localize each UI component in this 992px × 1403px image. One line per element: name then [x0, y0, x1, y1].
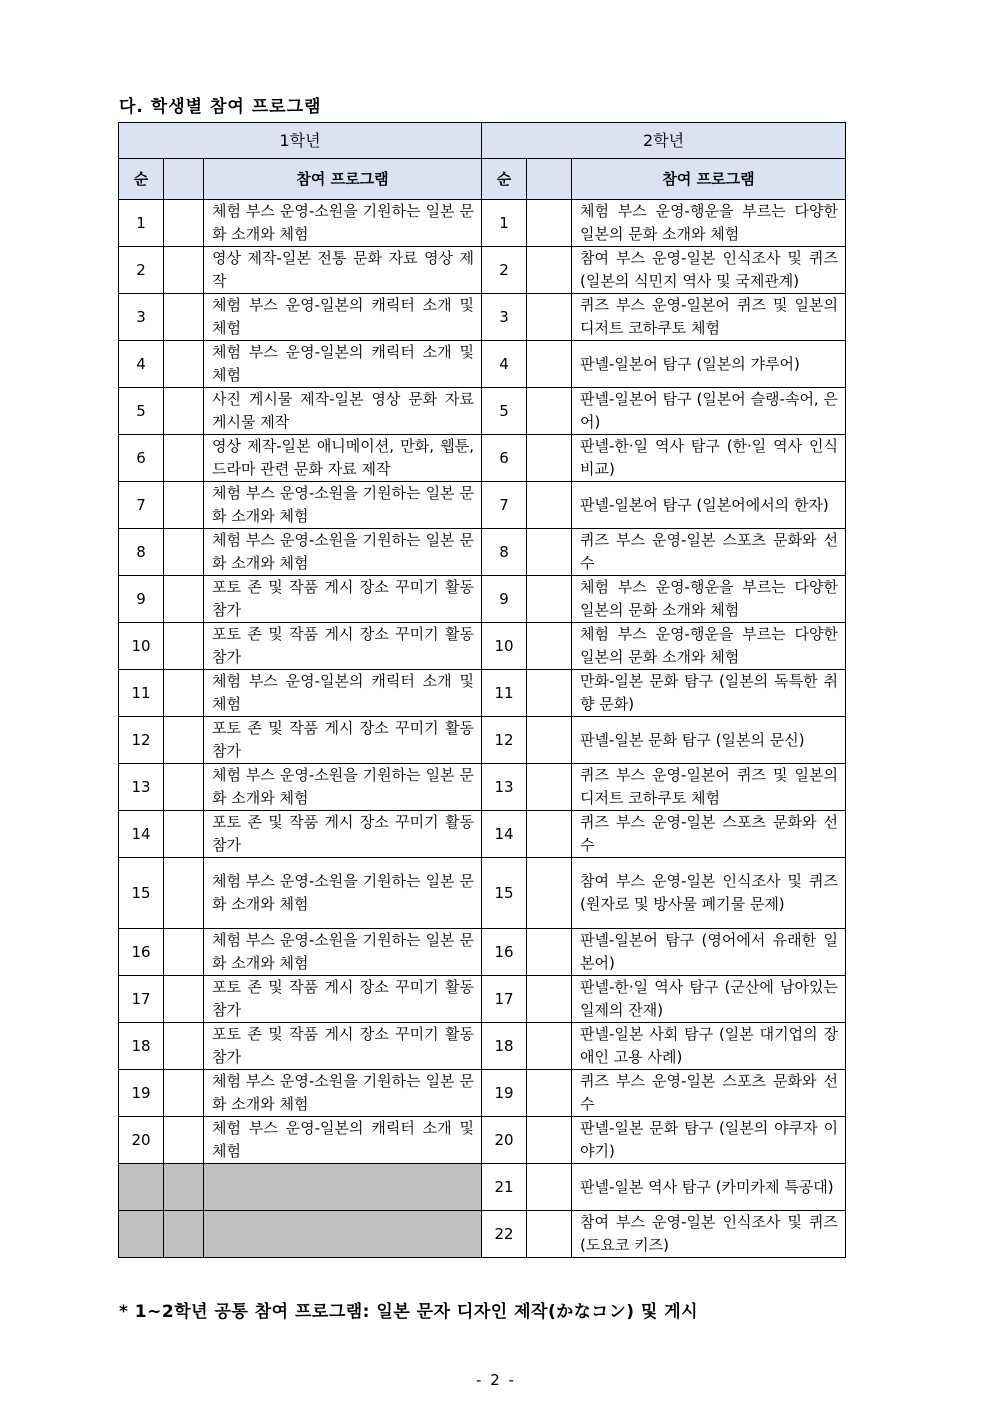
grade-2-program: 체험 부스 운영-행운을 부르는 다양한 일본의 문화 소개와 체험	[572, 200, 846, 247]
program-table	[118, 122, 846, 1258]
grade-2-blank	[527, 388, 572, 435]
table-row	[119, 976, 846, 1023]
grade-1-blank	[164, 388, 204, 435]
grade-2-number: 11	[482, 670, 527, 717]
grade-2-number: 9	[482, 576, 527, 623]
blank-header	[527, 159, 572, 200]
common-program-note: * 1~2학년 공통 참여 프로그램: 일본 문자 디자인 제작(かなコン) 및 게시	[119, 1302, 699, 1322]
grade-1-program: 포토 존 및 작품 게시 장소 꾸미기 활동 참가	[204, 717, 482, 764]
grade-1-blank	[164, 1023, 204, 1070]
grade-2-number: 8	[482, 529, 527, 576]
table-row	[119, 388, 846, 435]
grade-1-number: 10	[119, 623, 164, 670]
grade-1-number: 12	[119, 717, 164, 764]
grade-2-number: 2	[482, 247, 527, 294]
grade-2-program: 판넬-일본어 탐구 (일본의 갸루어)	[572, 341, 846, 388]
grade-2-program: 판넬-일본어 탐구 (일본어에서의 한자)	[572, 482, 846, 529]
grade-2-program: 퀴즈 부스 운영-일본어 퀴즈 및 일본의 디저트 코하쿠토 체험	[572, 764, 846, 811]
grade-1-number: 8	[119, 529, 164, 576]
grade-1-number: 13	[119, 764, 164, 811]
grade-1-blank	[164, 929, 204, 976]
grade-2-number: 14	[482, 811, 527, 858]
grade-2-program: 참여 부스 운영-일본 인식조사 및 퀴즈 (원자로 및 방사물 폐기물 문제)	[572, 858, 846, 929]
grade-2-number: 4	[482, 341, 527, 388]
grade-2-number: 10	[482, 623, 527, 670]
grade-2-program: 판넬-일본어 탐구 (일본어 슬랭-속어, 은어)	[572, 388, 846, 435]
grade-1-number: 6	[119, 435, 164, 482]
grade-1-program: 포토 존 및 작품 게시 장소 꾸미기 활동 참가	[204, 576, 482, 623]
grade-1-blank	[164, 1070, 204, 1117]
grade-2-header: 2학년	[482, 123, 846, 159]
table-row	[119, 717, 846, 764]
grade-1-blank	[164, 576, 204, 623]
table-row	[119, 576, 846, 623]
grade-2-number: 6	[482, 435, 527, 482]
grade-2-number: 22	[482, 1211, 527, 1258]
program-header: 참여 프로그램	[204, 159, 482, 200]
table-row	[119, 1117, 846, 1164]
grade-1-program	[204, 1211, 482, 1258]
grade-1-blank	[164, 1117, 204, 1164]
grade-1-number: 16	[119, 929, 164, 976]
grade-2-program: 판넬-일본 사회 탐구 (일본 대기업의 장애인 고용 사례)	[572, 1023, 846, 1070]
grade-2-blank	[527, 764, 572, 811]
grade-2-number: 12	[482, 717, 527, 764]
grade-1-program: 체험 부스 운영-소원을 기원하는 일본 문화 소개와 체험	[204, 858, 482, 929]
grade-2-blank	[527, 1023, 572, 1070]
grade-1-blank	[164, 529, 204, 576]
grade-1-program: 포토 존 및 작품 게시 장소 꾸미기 활동 참가	[204, 811, 482, 858]
grade-2-number: 20	[482, 1117, 527, 1164]
blank-header	[164, 159, 204, 200]
table-row	[119, 764, 846, 811]
grade-1-program: 사진 게시물 제작-일본 영상 문화 자료 게시물 제작	[204, 388, 482, 435]
grade-2-number: 7	[482, 482, 527, 529]
grade-1-blank	[164, 247, 204, 294]
grade-2-program: 퀴즈 부스 운영-일본 스포츠 문화와 선수	[572, 1070, 846, 1117]
grade-2-number: 16	[482, 929, 527, 976]
grade-1-program: 체험 부스 운영-소원을 기원하는 일본 문화 소개와 체험	[204, 764, 482, 811]
table-row	[119, 811, 846, 858]
grade-header-row	[119, 123, 846, 159]
grade-1-program: 포토 존 및 작품 게시 장소 꾸미기 활동 참가	[204, 1023, 482, 1070]
grade-2-program: 퀴즈 부스 운영-일본 스포츠 문화와 선수	[572, 529, 846, 576]
grade-2-program: 체험 부스 운영-행운을 부르는 다양한 일본의 문화 소개와 체험	[572, 576, 846, 623]
grade-1-program: 체험 부스 운영-소원을 기원하는 일본 문화 소개와 체험	[204, 1070, 482, 1117]
grade-2-program: 참여 부스 운영-일본 인식조사 및 퀴즈(일본의 식민지 역사 및 국제관계)	[572, 247, 846, 294]
grade-2-program: 판넬-한·일 역사 탐구 (군산에 남아있는 일제의 잔재)	[572, 976, 846, 1023]
grade-1-blank	[164, 435, 204, 482]
grade-1-number: 14	[119, 811, 164, 858]
grade-2-blank	[527, 858, 572, 929]
grade-1-number: 5	[119, 388, 164, 435]
grade-1-program: 체험 부스 운영-소원을 기원하는 일본 문화 소개와 체험	[204, 529, 482, 576]
grade-1-blank	[164, 1164, 204, 1211]
grade-2-program: 체험 부스 운영-행운을 부르는 다양한 일본의 문화 소개와 체험	[572, 623, 846, 670]
grade-1-number: 15	[119, 858, 164, 929]
grade-2-number: 5	[482, 388, 527, 435]
grade-1-number: 17	[119, 976, 164, 1023]
grade-2-blank	[527, 482, 572, 529]
grade-2-number: 15	[482, 858, 527, 929]
grade-2-blank	[527, 529, 572, 576]
grade-2-program: 퀴즈 부스 운영-일본 스포츠 문화와 선수	[572, 811, 846, 858]
grade-1-program: 체험 부스 운영-소원을 기원하는 일본 문화 소개와 체험	[204, 482, 482, 529]
grade-1-program: 체험 부스 운영-일본의 캐릭터 소개 및 체험	[204, 294, 482, 341]
table-row	[119, 247, 846, 294]
grade-1-program: 체험 부스 운영-일본의 캐릭터 소개 및 체험	[204, 1117, 482, 1164]
grade-2-blank	[527, 717, 572, 764]
grade-2-blank	[527, 929, 572, 976]
grade-1-blank	[164, 811, 204, 858]
grade-1-number: 1	[119, 200, 164, 247]
grade-2-number: 17	[482, 976, 527, 1023]
table-row	[119, 623, 846, 670]
grade-1-blank	[164, 294, 204, 341]
grade-1-number: 7	[119, 482, 164, 529]
table-row	[119, 482, 846, 529]
table-row	[119, 1023, 846, 1070]
page-number: - 2 -	[476, 1371, 516, 1389]
grade-2-number: 21	[482, 1164, 527, 1211]
grade-2-program: 판넬-일본 문화 탐구 (일본의 야쿠자 이야기)	[572, 1117, 846, 1164]
program-header: 참여 프로그램	[572, 159, 846, 200]
grade-1-number: 4	[119, 341, 164, 388]
grade-1-header: 1학년	[119, 123, 482, 159]
grade-1-program: 체험 부스 운영-일본의 캐릭터 소개 및 체험	[204, 341, 482, 388]
grade-1-number: 11	[119, 670, 164, 717]
grade-2-number: 18	[482, 1023, 527, 1070]
grade-2-program: 판넬-일본 문화 탐구 (일본의 문신)	[572, 717, 846, 764]
grade-2-number: 13	[482, 764, 527, 811]
column-header-row	[119, 159, 846, 200]
grade-1-blank	[164, 1211, 204, 1258]
grade-1-program: 체험 부스 운영-소원을 기원하는 일본 문화 소개와 체험	[204, 200, 482, 247]
grade-1-number: 19	[119, 1070, 164, 1117]
grade-2-blank	[527, 576, 572, 623]
grade-1-blank	[164, 858, 204, 929]
grade-2-blank	[527, 341, 572, 388]
program-table-body	[119, 200, 846, 1258]
grade-1-number: 20	[119, 1117, 164, 1164]
grade-1-program: 포토 존 및 작품 게시 장소 꾸미기 활동 참가	[204, 976, 482, 1023]
grade-2-blank	[527, 1117, 572, 1164]
grade-2-blank	[527, 1070, 572, 1117]
num-header: 순	[482, 159, 527, 200]
grade-1-blank	[164, 623, 204, 670]
grade-1-blank	[164, 976, 204, 1023]
grade-2-blank	[527, 247, 572, 294]
table-row	[119, 670, 846, 717]
table-row	[119, 529, 846, 576]
grade-2-blank	[527, 811, 572, 858]
table-row	[119, 294, 846, 341]
grade-2-blank	[527, 976, 572, 1023]
grade-1-blank	[164, 482, 204, 529]
table-row	[119, 341, 846, 388]
grade-2-blank	[527, 294, 572, 341]
grade-1-program: 포토 존 및 작품 게시 장소 꾸미기 활동 참가	[204, 623, 482, 670]
table-row	[119, 858, 846, 929]
grade-2-blank	[527, 670, 572, 717]
grade-1-program: 영상 제작-일본 전통 문화 자료 영상 제작	[204, 247, 482, 294]
grade-1-number: 18	[119, 1023, 164, 1070]
grade-2-program: 퀴즈 부스 운영-일본어 퀴즈 및 일본의 디저트 코하쿠토 체험	[572, 294, 846, 341]
grade-2-blank	[527, 435, 572, 482]
grade-1-program: 체험 부스 운영-일본의 캐릭터 소개 및 체험	[204, 670, 482, 717]
grade-2-blank	[527, 200, 572, 247]
grade-2-program: 만화-일본 문화 탐구 (일본의 독특한 취향 문화)	[572, 670, 846, 717]
grade-2-program: 판넬-일본 역사 탐구 (카미카제 특공대)	[572, 1164, 846, 1211]
table-row	[119, 1164, 846, 1211]
grade-1-program	[204, 1164, 482, 1211]
section-heading: 다. 학생별 참여 프로그램	[119, 97, 322, 117]
grade-2-number: 19	[482, 1070, 527, 1117]
grade-2-number: 1	[482, 200, 527, 247]
grade-1-number	[119, 1164, 164, 1211]
grade-2-program: 참여 부스 운영-일본 인식조사 및 퀴즈 (도요코 키즈)	[572, 1211, 846, 1258]
grade-2-number: 3	[482, 294, 527, 341]
grade-1-blank	[164, 764, 204, 811]
grade-1-blank	[164, 670, 204, 717]
grade-2-blank	[527, 623, 572, 670]
grade-1-number: 9	[119, 576, 164, 623]
grade-1-blank	[164, 200, 204, 247]
table-row	[119, 1211, 846, 1258]
grade-1-number	[119, 1211, 164, 1258]
grade-2-blank	[527, 1164, 572, 1211]
grade-1-program: 체험 부스 운영-소원을 기원하는 일본 문화 소개와 체험	[204, 929, 482, 976]
table-row	[119, 200, 846, 247]
num-header: 순	[119, 159, 164, 200]
grade-1-blank	[164, 717, 204, 764]
table-row	[119, 929, 846, 976]
grade-2-program: 판넬-한·일 역사 탐구 (한·일 역사 인식 비교)	[572, 435, 846, 482]
grade-1-program: 영상 제작-일본 애니메이션, 만화, 웹툰, 드라마 관련 문화 자료 제작	[204, 435, 482, 482]
grade-1-number: 3	[119, 294, 164, 341]
grade-1-number: 2	[119, 247, 164, 294]
table-row	[119, 435, 846, 482]
grade-2-blank	[527, 1211, 572, 1258]
grade-2-program: 판넬-일본어 탐구 (영어에서 유래한 일본어)	[572, 929, 846, 976]
table-row	[119, 1070, 846, 1117]
grade-1-blank	[164, 341, 204, 388]
